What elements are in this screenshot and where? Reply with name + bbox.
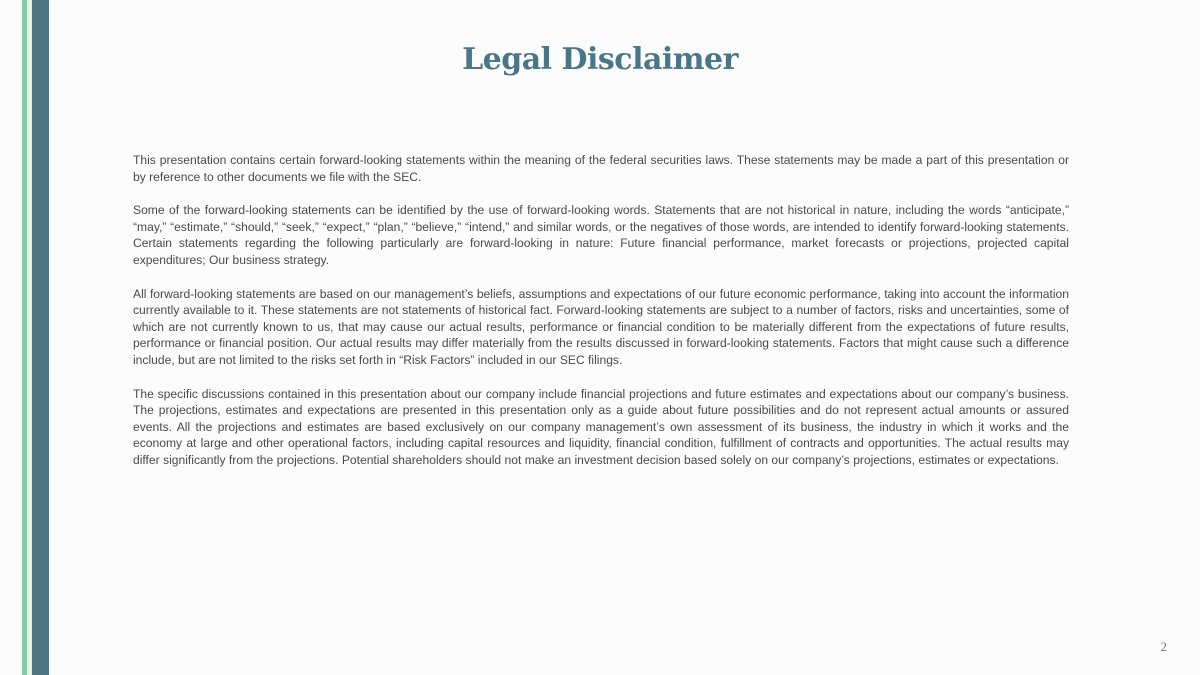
disclaimer-paragraph-identification: Some of the forward-looking statements can be identified by the use of forward-looking words. Statements that are not historical in nature, including the words “anticipate,” “may,” “estimate,” “should,” “seek,” “expect,” “plan,” “believe,” “intend,” and similar words, or the negatives of those words, are intended to identify forward-looking statements. Certain statements regarding the following particularly are forward-looking in nature: Future financial performance, market forecasts or projections, projected capital expenditures; Our business strategy. bbox=[133, 203, 1069, 267]
disclaimer-paragraph-sec: This presentation contains certain forward-looking statements within the meaning of the federal securities laws. These statements may be made a part of this presentation or by reference to other documents we file with the SEC. bbox=[133, 153, 1069, 184]
disclaimer-paragraph-risks: All forward-looking statements are based on our management’s beliefs, assumptions and expectations of our future economic performance, taking into account the information currently available to it. These statements are not statements of historical fact. Forward-looking statements are subject to a number of factors, risks and uncertainties, some of which are not currently known to us, that may cause our actual results, performance or financial condition to be materially different from the expectations of future results, performance or financial position. Our actual results may differ materially from the results discussed in forward-looking statements. Factors that might cause such a difference include, but are not limited to the risks set forth in “Risk Factors” included in our SEC filings. bbox=[133, 286, 1069, 367]
slide-title: Legal Disclaimer bbox=[462, 42, 738, 77]
page-number: 2 bbox=[1160, 639, 1167, 654]
disclaimer-paragraph-projections: The specific discussions contained in this presentation about our company include financial projections and future estimates and expectations about our company’s business. The projections, estimates and expectations are presented in this presentation only as a guide about future possibilities and do not represent actual amounts or assured events. All the projections and estimates are based exclusively on our company management’s own assessment of its business, the industry in which it works and the economy at large and other operational factors, including capital resources and liquidity, financial condition, fulfillment of contracts and opportunities. The actual results may differ significantly from the projections. Potential shareholders should not make an investment decision based solely on our company’s projections, estimates or expectations. bbox=[133, 386, 1069, 467]
decorative-stripe-teal bbox=[32, 0, 49, 675]
disclaimer-body bbox=[133, 152, 1069, 486]
